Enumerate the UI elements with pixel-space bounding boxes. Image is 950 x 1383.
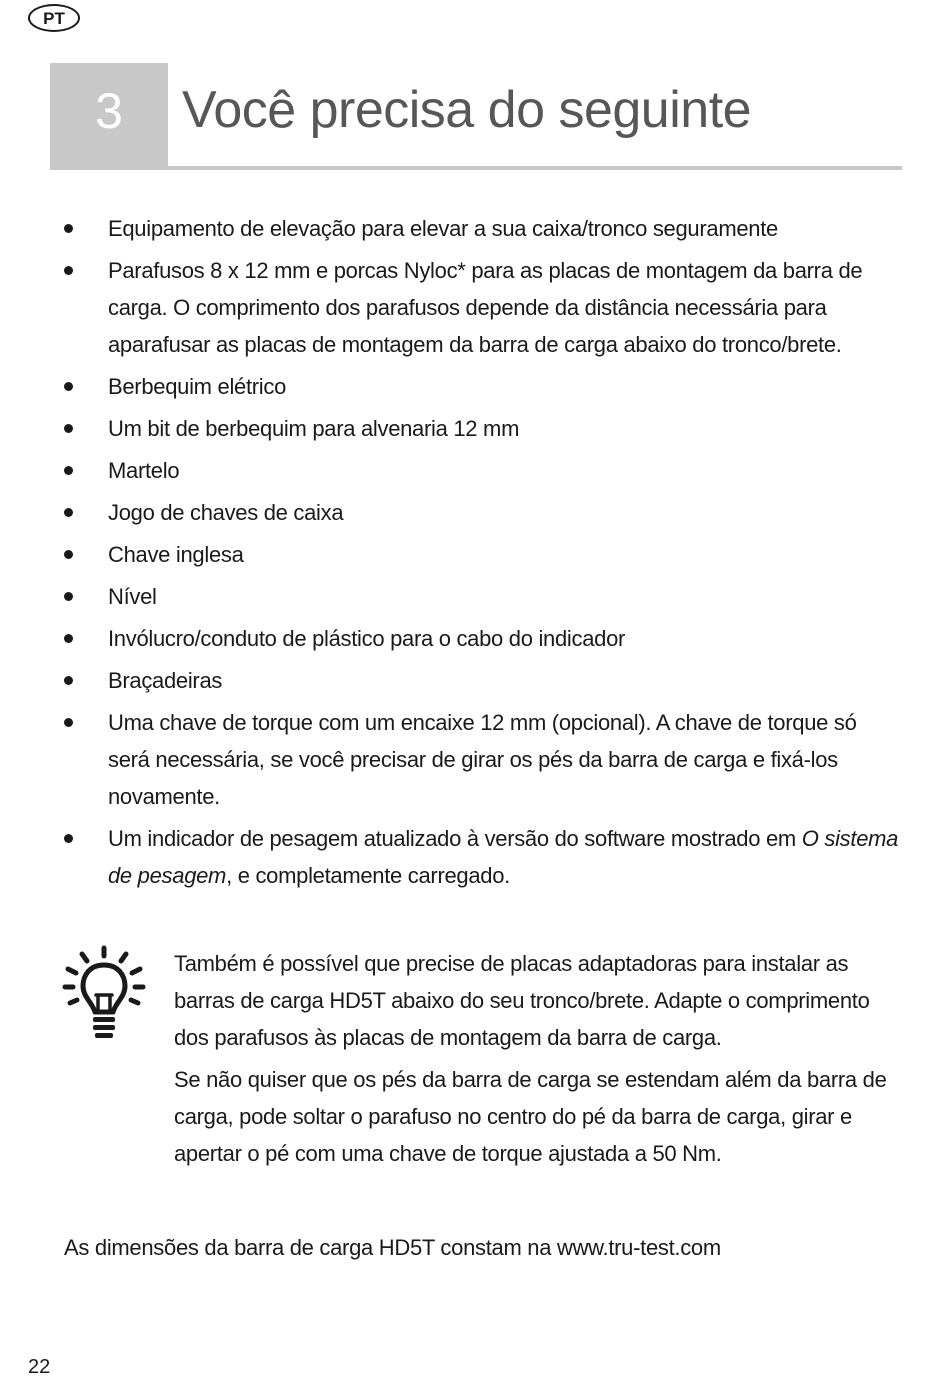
list-item bbox=[0, 410, 900, 447]
title-divider bbox=[50, 166, 902, 170]
list-item-text: Berbequim elétrico bbox=[108, 374, 287, 399]
list-item bbox=[0, 620, 900, 657]
list-item bbox=[0, 452, 900, 489]
list-item-text: Chave inglesa bbox=[108, 542, 244, 567]
bullet-icon bbox=[64, 224, 73, 233]
list-item bbox=[0, 210, 900, 247]
bullet-icon bbox=[64, 550, 73, 559]
list-item-text: Uma chave de torque com um encaixe 12 mm (opcional). A chave de torque só será necessária, se você precisar de girar os pés da barra de carga e fixá-los novamente. bbox=[108, 710, 857, 809]
list-item-text: Invólucro/conduto de plástico para o cabo do indicador bbox=[108, 626, 626, 651]
document-reference: O sistema de pesagem bbox=[108, 826, 899, 888]
list-item bbox=[0, 820, 900, 894]
list-item-text: Um indicador de pesagem atualizado à versão do software mostrado em bbox=[108, 826, 802, 851]
bullet-icon bbox=[64, 508, 73, 517]
requirements-list bbox=[0, 210, 950, 899]
bullet-icon bbox=[64, 382, 73, 391]
bullet-icon bbox=[64, 676, 73, 685]
tip-paragraph: Se não quiser que os pés da barra de carga se estendam além da barra de carga, pode soltar o parafuso no centro do pé da barra de carga, girar e apertar o pé com uma chave de torque ajustada a 50 Nm. bbox=[174, 1067, 887, 1166]
list-item bbox=[0, 252, 900, 363]
bullet-icon bbox=[64, 266, 73, 275]
list-item bbox=[0, 536, 900, 573]
bullet-icon bbox=[64, 592, 73, 601]
list-item-text: Um bit de berbequim para alvenaria 12 mm bbox=[108, 416, 520, 441]
website-link[interactable]: www.tru-test.com bbox=[556, 1235, 721, 1260]
tip-text bbox=[174, 945, 890, 1177]
bullet-icon bbox=[64, 466, 73, 475]
page-title: Você precisa do seguinte bbox=[182, 81, 752, 139]
list-item-text: Jogo de chaves de caixa bbox=[108, 500, 344, 525]
chapter-number: 3 bbox=[50, 63, 168, 167]
lightbulb-icon bbox=[60, 945, 150, 1045]
list-item bbox=[0, 704, 900, 815]
list-item-text: Equipamento de elevação para elevar a sua caixa/tronco seguramente bbox=[108, 216, 778, 241]
list-item-text: Braçadeiras bbox=[108, 668, 223, 693]
dimensions-note-text: As dimensões da barra de carga HD5T constam na bbox=[64, 1235, 557, 1260]
dimensions-note bbox=[64, 1229, 721, 1266]
bullet-icon bbox=[64, 718, 73, 727]
list-item bbox=[0, 662, 900, 699]
bullet-icon bbox=[64, 634, 73, 643]
bullet-icon bbox=[64, 424, 73, 433]
list-item bbox=[0, 494, 900, 531]
list-item-text: , e completamente carregado. bbox=[226, 863, 510, 888]
list-item bbox=[0, 578, 900, 615]
language-badge: PT bbox=[28, 4, 80, 32]
bullet-icon bbox=[64, 834, 73, 843]
list-item-text: Nível bbox=[108, 584, 157, 609]
list-item bbox=[0, 368, 900, 405]
list-item-text: Martelo bbox=[108, 458, 180, 483]
tip-paragraph: Também é possível que precise de placas adaptadoras para instalar as barras de carga HD5T abaixo do seu tronco/brete. Adapte o comprimento dos parafusos às placas de montagem da barra de carga. bbox=[174, 951, 870, 1050]
list-item-text: Parafusos 8 x 12 mm e porcas Nyloc* para as placas de montagem da barra de carga. O comprimento dos parafusos depende da distância necessária para aparafusar as placas de montagem da barra de carga abaixo do tronco/brete. bbox=[108, 258, 863, 357]
page-number: 22 bbox=[28, 1356, 51, 1378]
